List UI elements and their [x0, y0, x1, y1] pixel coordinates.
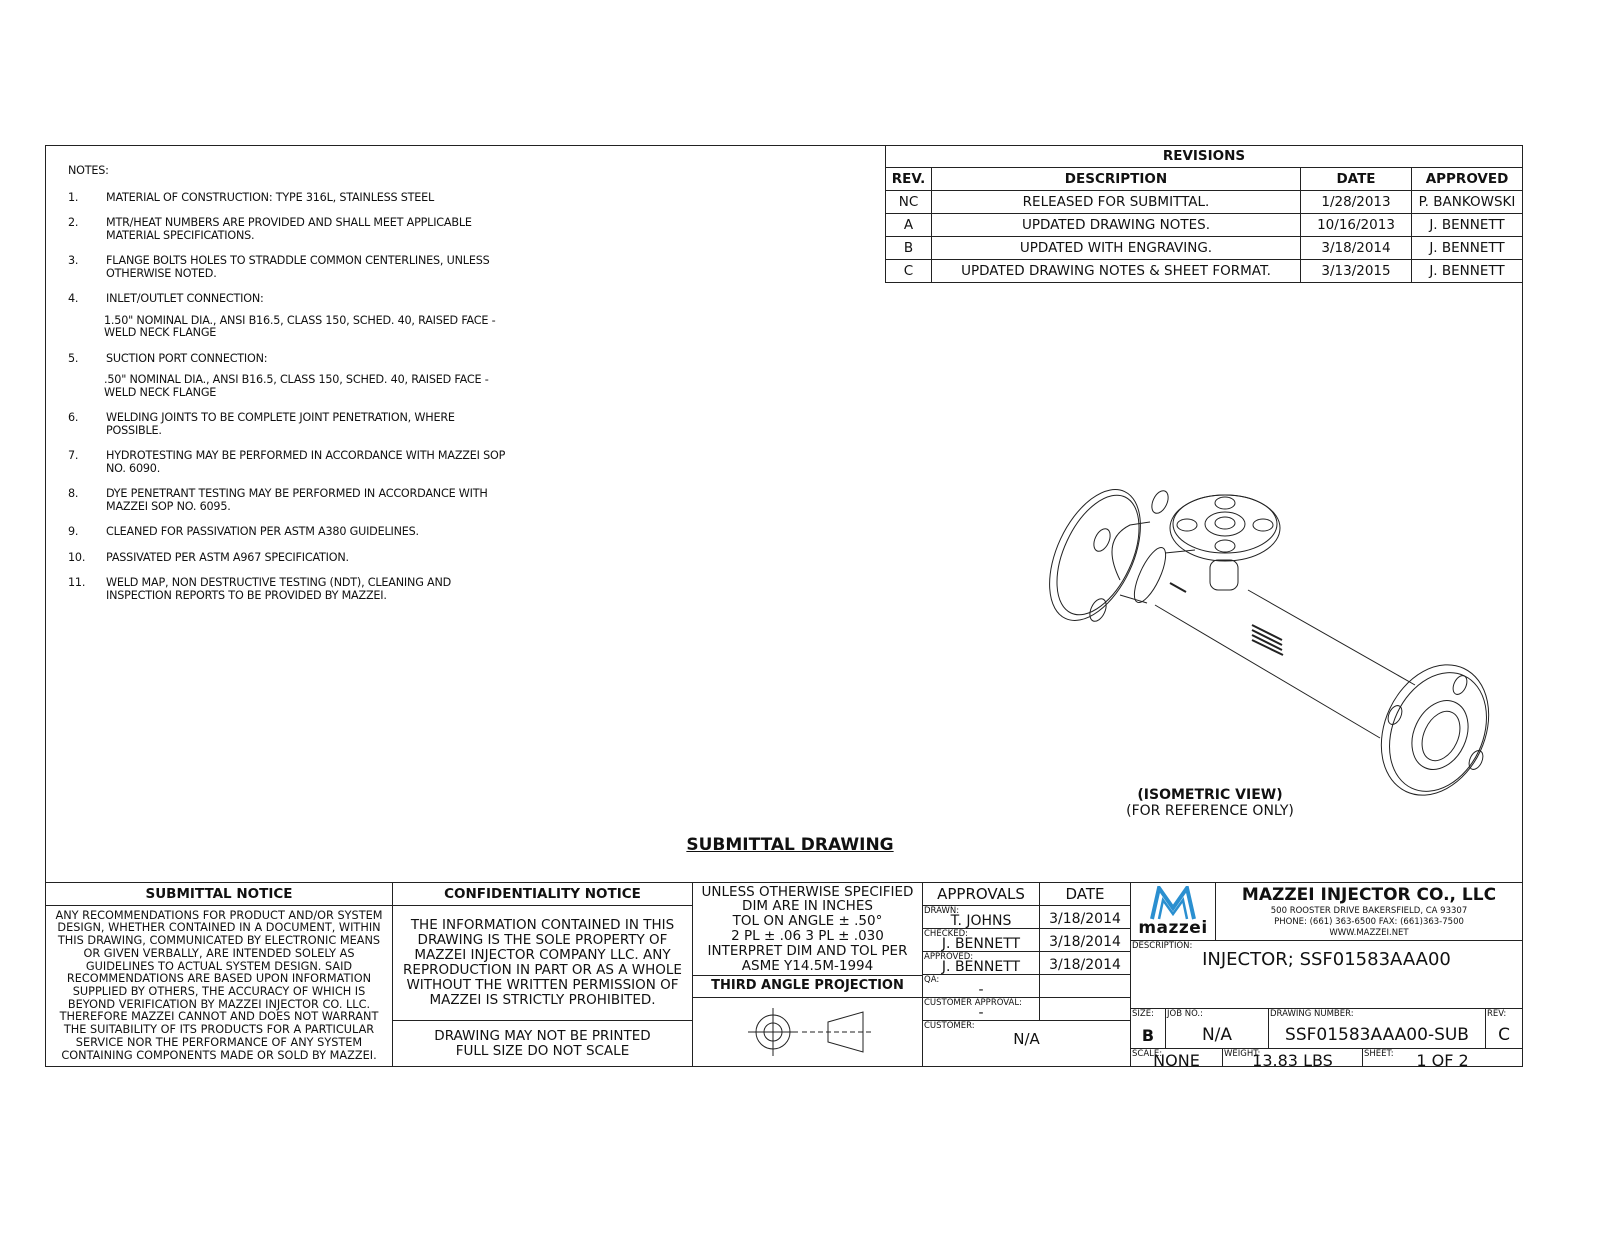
approvals-header: APPROVALS	[922, 882, 1040, 906]
drawn-label: DRAWN:	[924, 906, 960, 916]
note-item	[68, 353, 506, 366]
revision-cell: UPDATED DRAWING NOTES & SHEET FORMAT.	[931, 259, 1301, 283]
rev-cell	[1485, 1008, 1523, 1049]
note-text: WELD MAP, NON DESTRUCTIVE TESTING (NDT), CLEANING AND INSPECTION REPORTS TO BE PROVIDED BY MAZZEI.	[106, 576, 452, 602]
note-subtext: .50" NOMINAL DIA., ANSI B16.5, CLASS 150, SCHED. 40, RAISED FACE - WELD NECK FLANGE	[104, 373, 489, 399]
tolerance-line: ASME Y14.5M-1994	[741, 957, 874, 974]
note-item	[68, 192, 506, 205]
drawn-cell	[922, 905, 1040, 929]
approved-value: J. BENNETT	[941, 958, 1021, 975]
revision-cell: J. BENNETT	[1411, 213, 1523, 237]
description-value: INJECTOR; SSF01583AAA00	[1202, 949, 1451, 970]
checked-cell	[922, 928, 1040, 952]
dwg-value: SSF01583AAA00-SUB	[1285, 1025, 1469, 1045]
note-number: 2.	[68, 216, 79, 229]
note-item	[68, 255, 506, 280]
job-value: N/A	[1201, 1025, 1233, 1045]
approved-cell	[922, 951, 1040, 975]
confidentiality-notice-title: CONFIDENTIALITY NOTICE	[392, 882, 693, 906]
approved-label: APPROVED:	[924, 952, 974, 962]
notes-title: NOTES:	[68, 164, 109, 177]
tolerance-line: 2 PL ± .06 3 PL ± .030	[731, 928, 884, 944]
revision-header: DESCRIPTION	[931, 167, 1301, 191]
revisions-title: REVISIONS	[885, 145, 1523, 168]
revision-header: DATE	[1300, 167, 1412, 191]
note-item	[68, 217, 506, 242]
revision-cell: J. BENNETT	[1411, 259, 1523, 283]
cust_appr-cell	[922, 997, 1040, 1021]
note-number: 7.	[68, 449, 79, 462]
sheet-label: SHEET:	[1364, 1049, 1394, 1059]
note-number: 10.	[68, 550, 86, 564]
suction-port	[1170, 495, 1280, 590]
dwg-label: DRAWING NUMBER:	[1270, 1009, 1354, 1019]
company-name: MAZZEI INJECTOR CO., LLC	[1241, 885, 1497, 905]
note-item	[68, 293, 506, 306]
mazzei-logo	[1130, 882, 1216, 941]
weight-value: 13.83 LBS	[1252, 1050, 1333, 1070]
drawn-value: T. JOHNS	[950, 912, 1012, 929]
third-angle-projection-symbol	[692, 997, 923, 1067]
dwg-cell	[1268, 1008, 1486, 1049]
notes	[68, 165, 506, 615]
rev-label: REV:	[1487, 1009, 1507, 1019]
company-info	[1215, 882, 1523, 941]
rev-value: C	[1498, 1025, 1510, 1045]
qa-label: QA:	[924, 975, 940, 985]
revision-cell: 3/18/2014	[1300, 236, 1412, 260]
print-notice: DRAWING MAY NOT BE PRINTED FULL SIZE DO NOT SCALE	[392, 1020, 693, 1067]
qa-value: -	[978, 981, 984, 998]
revision-cell: 1/28/2013	[1300, 190, 1412, 214]
tolerance-block	[692, 882, 923, 976]
size-value: B	[1141, 1025, 1155, 1045]
note-item	[68, 577, 506, 602]
cust_appr-label: CUSTOMER APPROVAL:	[924, 998, 1022, 1008]
logo-wordmark: mazzei	[1138, 918, 1208, 938]
qa-date	[1039, 974, 1131, 998]
note-number: 11.	[68, 576, 86, 589]
customer-label: CUSTOMER:	[924, 1021, 975, 1031]
note-text: WELDING JOINTS TO BE COMPLETE JOINT PENETRATION, WHERE POSSIBLE.	[106, 411, 455, 437]
submittal-notice-text: ANY RECOMMENDATIONS FOR PRODUCT AND/OR SYSTEM DESIGN, WHETHER CONTAINED IN A DOCUMENT, WITHIN THIS DRAWING, COMMUNICATED BY ELECTRONIC MEANS OR GIVEN VERBALLY, ARE INTENDED SOLELY AS GUIDELINES TO ACTUAL SYSTEM DESIGN. SAID RECOMMENDATIONS ARE BASED UPON INFORMATION SUPPLIED BY OTHERS, THE ACCURACY OF WHICH IS BEYOND VERIFICATION BY MAZZEI INJECTOR CO. LLC. THEREFORE MAZZEI CANNOT AND DOES NOT WARRANT THE SUITABILITY OF ITS PRODUCTS FOR A PARTICULAR SERVICE NOR THE PERFORMANCE OF ANY SYSTEM CONTAINING COMPONENTS MADE OR SOLD BY MAZZEI.	[45, 905, 393, 1067]
outlet-flange	[1361, 647, 1490, 800]
revision-cell: A	[885, 213, 932, 237]
isometric-injector-drawing	[1020, 460, 1490, 800]
tolerance-line: INTERPRET DIM AND TOL PER	[707, 942, 908, 959]
note-number: 9.	[68, 525, 79, 538]
note-number: 3.	[68, 254, 79, 267]
revision-cell: 3/13/2015	[1300, 259, 1412, 283]
submittal-notice-title: SUBMITTAL NOTICE	[45, 882, 393, 906]
revision-cell: 10/16/2013	[1300, 213, 1412, 237]
note-text: PASSIVATED PER ASTM A967 SPECIFICATION.	[106, 550, 349, 564]
note-item	[68, 526, 506, 539]
cust_appr-value: -	[978, 1004, 984, 1021]
description-cell	[1130, 940, 1523, 1009]
tolerance-line: TOL ON ANGLE ± .50°	[732, 913, 883, 930]
qa-cell	[922, 974, 1040, 998]
weight-label: WEIGHT:	[1224, 1049, 1261, 1059]
tolerance-line: DIM ARE IN INCHES	[742, 898, 873, 915]
view-subtitle: (FOR REFERENCE ONLY)	[1126, 803, 1294, 819]
note-item	[68, 450, 506, 475]
scale-value: NONE	[1153, 1050, 1200, 1070]
scale-label: SCALE:	[1132, 1049, 1163, 1059]
company-website: WWW.MAZZEI.NET	[1329, 927, 1409, 938]
date-header: DATE	[1039, 882, 1131, 906]
customer-value: N/A	[1013, 1030, 1040, 1049]
cust_appr-date	[1039, 997, 1131, 1021]
note-number: 1.	[68, 190, 79, 204]
revision-cell: UPDATED WITH ENGRAVING.	[931, 236, 1301, 260]
note-text: MATERIAL OF CONSTRUCTION: TYPE 316L, STAINLESS STEEL	[106, 190, 435, 204]
note-number: 5.	[68, 351, 79, 365]
note-text: MTR/HEAT NUMBERS ARE PROVIDED AND SHALL MEET APPLICABLE MATERIAL SPECIFICATIONS.	[106, 216, 472, 242]
note-item	[68, 412, 506, 437]
note-number: 4.	[68, 292, 79, 305]
approved-date: 3/18/2014	[1039, 951, 1131, 975]
revision-cell: RELEASED FOR SUBMITTAL.	[931, 190, 1301, 214]
revision-header: REV.	[885, 167, 932, 191]
revision-cell: C	[885, 259, 932, 283]
checked-value: J. BENNETT	[941, 935, 1021, 952]
weight-cell	[1222, 1048, 1363, 1070]
revision-cell: J. BENNETT	[1411, 236, 1523, 260]
note-text: CLEANED FOR PASSIVATION PER ASTM A380 GUIDELINES.	[106, 525, 419, 538]
company-phone: PHONE: (661) 363-6500 FAX: (661)363-7500	[1274, 916, 1464, 927]
note-text: INLET/OUTLET CONNECTION:	[106, 292, 264, 305]
drawing-title: SUBMITTAL DRAWING	[686, 835, 894, 855]
scale-cell	[1130, 1048, 1223, 1070]
size-cell	[1130, 1008, 1166, 1049]
view-title: (ISOMETRIC VIEW)	[1137, 787, 1283, 803]
note-number: 6.	[68, 411, 79, 424]
tolerance-line: UNLESS OTHERWISE SPECIFIED	[701, 883, 914, 900]
customer-cell	[922, 1020, 1131, 1067]
company-address: 500 ROOSTER DRIVE BAKERSFIELD, CA 93307	[1270, 905, 1468, 916]
mazzei-logo-mark	[1149, 886, 1197, 920]
note-item	[68, 552, 506, 565]
revision-cell: B	[885, 236, 932, 260]
note-subtext: 1.50" NOMINAL DIA., ANSI B16.5, CLASS 150, SCHED. 40, RAISED FACE - WELD NECK FLANGE	[104, 313, 496, 339]
sheet-value: 1 OF 2	[1416, 1050, 1469, 1070]
job-cell	[1165, 1008, 1269, 1049]
note-text: HYDROTESTING MAY BE PERFORMED IN ACCORDANCE WITH MAZZEI SOP NO. 6090.	[106, 449, 506, 475]
revision-cell: UPDATED DRAWING NOTES.	[931, 213, 1301, 237]
description-label: DESCRIPTION:	[1132, 941, 1193, 951]
note-item	[68, 488, 506, 513]
confidentiality-notice-text: THE INFORMATION CONTAINED IN THIS DRAWING IS THE SOLE PROPERTY OF MAZZEI INJECTOR COMPANY LLC. ANY REPRODUCTION IN PART OR AS A WHOLE WITHOUT THE WRITTEN PERMISSION OF MAZZEI IS STRICTLY PROHIBITED.	[392, 905, 693, 1021]
checked-date: 3/18/2014	[1039, 928, 1131, 952]
drawn-date: 3/18/2014	[1039, 905, 1131, 929]
note-text: SUCTION PORT CONNECTION:	[106, 351, 268, 365]
revision-cell: NC	[885, 190, 932, 214]
size-label: SIZE:	[1132, 1009, 1154, 1019]
revision-header: APPROVED	[1411, 167, 1523, 191]
revision-cell: P. BANKOWSKI	[1411, 190, 1523, 214]
view-label	[1110, 787, 1310, 819]
job-label: JOB NO.:	[1167, 1009, 1204, 1019]
note-number: 8.	[68, 487, 79, 500]
note-text: DYE PENETRANT TESTING MAY BE PERFORMED IN ACCORDANCE WITH MAZZEI SOP NO. 6095.	[106, 487, 488, 513]
checked-label: CHECKED:	[924, 929, 968, 939]
projection-title: THIRD ANGLE PROJECTION	[692, 975, 923, 998]
sheet-cell	[1362, 1048, 1523, 1070]
note-text: FLANGE BOLTS HOLES TO STRADDLE COMMON CENTERLINES, UNLESS OTHERWISE NOTED.	[106, 254, 490, 280]
